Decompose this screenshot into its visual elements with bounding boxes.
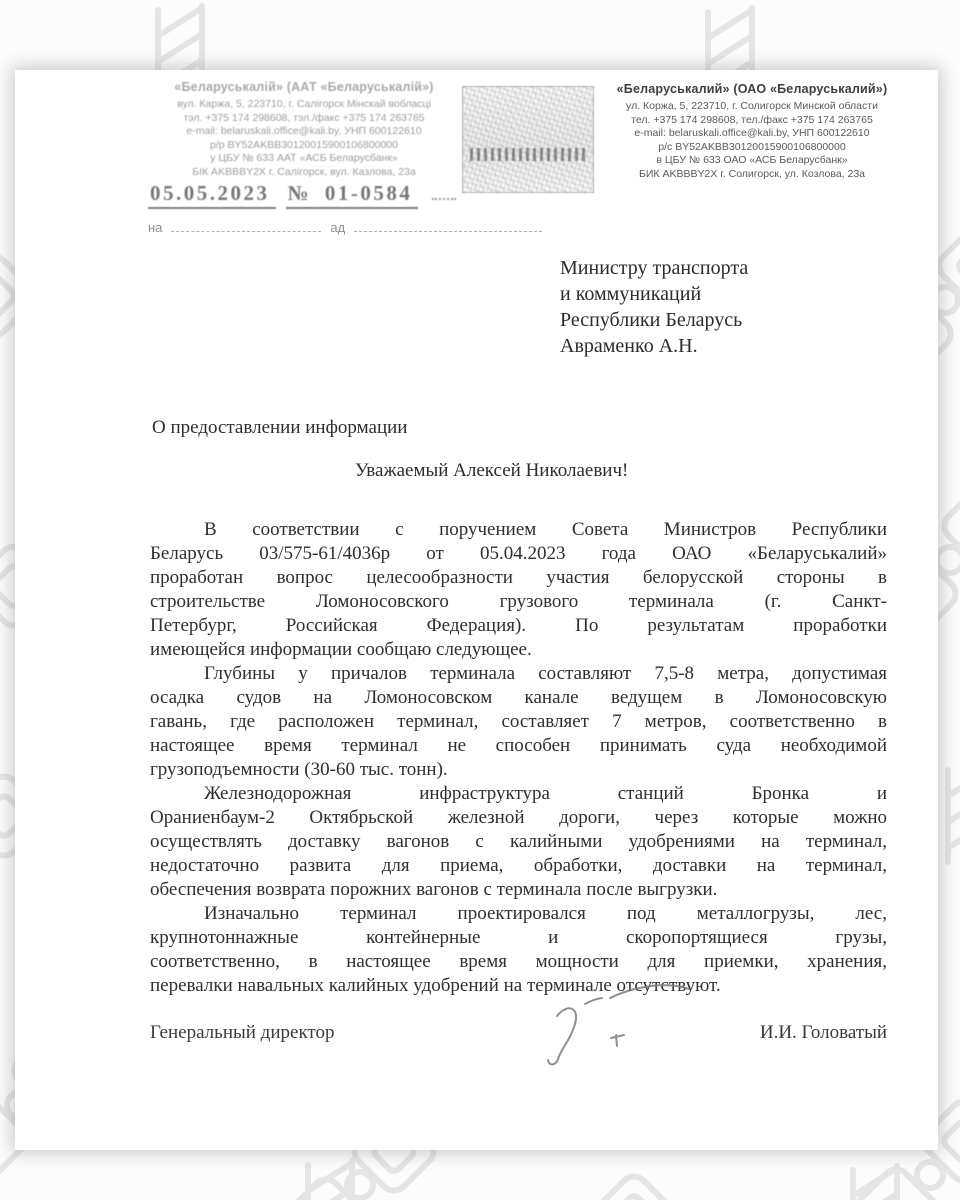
- body-line: Глубины у причалов терминала составляют 7,5-8 метра, допустимая: [204, 663, 887, 684]
- letterhead-left: [148, 80, 460, 179]
- signer-name: И.И. Головатый: [759, 1022, 887, 1043]
- addressee-block: [560, 255, 840, 359]
- letterhead-line: БІК AKBBBY2X г. Салігорск, вул. Казлова, 23а: [192, 165, 416, 178]
- body-line: Беларусь 03/575-61/4036р от 05.04.2023 года ОАО «Беларуськалий»: [150, 543, 887, 564]
- letterhead-line: р/р BY52AKBB30120015900106800000: [209, 138, 398, 151]
- letterhead-line: вул. Каржа, 5, 223710, г. Салігорск Мінскай вобласці: [177, 98, 431, 110]
- letterhead-line: у ЦБУ № 633 ААТ «АСБ Беларусбанк»: [210, 152, 398, 164]
- body-line: Железнодорожная инфраструктура станций Бронка и: [204, 783, 887, 804]
- letter-body: [150, 518, 887, 998]
- letterhead-right-title: «Беларуськалий» (ОАО «Беларуськалий»): [616, 82, 888, 96]
- on-label: на: [148, 220, 163, 235]
- body-line: обеспечения возврата порожних вагонов с терминала после выгрузки.: [150, 879, 718, 900]
- letterhead-line: тэл. +375 174 298608, тэл./факс +375 174 263765: [183, 111, 425, 124]
- letterhead-line: e-mail: belaruskali.office@kali.by, УНП 600122610: [634, 127, 870, 139]
- body-line: грузоподъемности (30-60 тыс. тонн).: [150, 759, 448, 780]
- reference-date: 05.05.2023: [148, 181, 276, 209]
- body-line: В соответствии с поручением Совета Министров Республики: [204, 519, 887, 540]
- reference-stamp: [148, 180, 456, 206]
- body-line: перевалки навальных калийных удобрений на терминале отсутствуют.: [150, 975, 721, 996]
- reference-tail-line: [432, 180, 456, 200]
- body-line: крупнотоннажные контейнерные и скоропортящиеся грузы,: [150, 927, 887, 948]
- addressee-line: Авраменко А.Н.: [560, 335, 698, 357]
- letterhead-line: ул. Коржа, 5, 223710, г. Солигорск Минской области: [626, 100, 878, 112]
- letterhead-line: e-mail: belaruskali.office@kali.by, УНП 600122610: [186, 125, 422, 137]
- handwritten-signature-icon: [515, 978, 700, 1073]
- blank-line: [354, 220, 542, 232]
- scanned-letter-page: [15, 70, 938, 1150]
- letterhead-left-title: «Беларуськалій» (ААТ «Беларуськалій»): [174, 80, 434, 94]
- from-label: ад: [330, 220, 346, 235]
- salutation: Уважаемый Алексей Николаевич!: [355, 460, 629, 481]
- body-line: строительстве Ломоносовского грузового терминала (г. Санкт-: [150, 591, 887, 612]
- body-line: Петербург, Российская Федерация). По результатам проработки: [150, 615, 887, 636]
- blank-line: [171, 220, 321, 232]
- body-line: недостаточно развита для приема, обработки, доставки на терминал,: [150, 855, 887, 876]
- body-line: имеющейся информации сообщаю следующее.: [150, 639, 532, 660]
- body-line: осадка судов на Ломоносовском канале ведущем в Ломоносовскую: [150, 687, 887, 708]
- signer-title: Генеральный директор: [150, 1022, 335, 1043]
- reply-reference-line: [148, 220, 551, 235]
- letterhead-line: р/с BY52AKBB30120015900106800000: [658, 140, 846, 153]
- addressee-line: и коммуникаций: [560, 283, 702, 305]
- reference-number: № 01-0584: [286, 181, 419, 209]
- body-line: Изначально терминал проектировался под металлогрузы, лес,: [204, 903, 887, 924]
- company-emblem-stamp-icon: [462, 86, 594, 193]
- body-line: Ораниенбаум-2 Октябрьской железной дороги, через которые можно: [150, 807, 887, 828]
- body-line: гавань, где расположен терминал, составляет 7 метров, соответственно в: [150, 711, 887, 732]
- subject-line: О предоставлении информации: [152, 417, 408, 438]
- body-line: осуществлять доставку вагонов с калийными удобрениями на терминал,: [150, 831, 887, 852]
- letterhead-line: тел. +375 174 298608, тел./факс +375 174 263765: [631, 113, 873, 126]
- addressee-line: Республики Беларусь: [560, 309, 743, 331]
- body-line: настоящее время терминал не способен принимать суда необходимой: [150, 735, 887, 756]
- letterhead-line: в ЦБУ № 633 ОАО «АСБ Беларусбанк»: [656, 154, 848, 166]
- letterhead-line: БИК AKBBBY2X г. Солигорск, ул. Козлова, 23а: [638, 167, 866, 180]
- body-line: соответственно, в настоящее время мощности для приемки, хранения,: [150, 951, 887, 972]
- letterhead-right: [595, 82, 909, 181]
- addressee-line: Министру транспорта: [560, 257, 749, 279]
- body-line: проработан вопрос целесообразности участия белорусской стороны в: [150, 567, 887, 588]
